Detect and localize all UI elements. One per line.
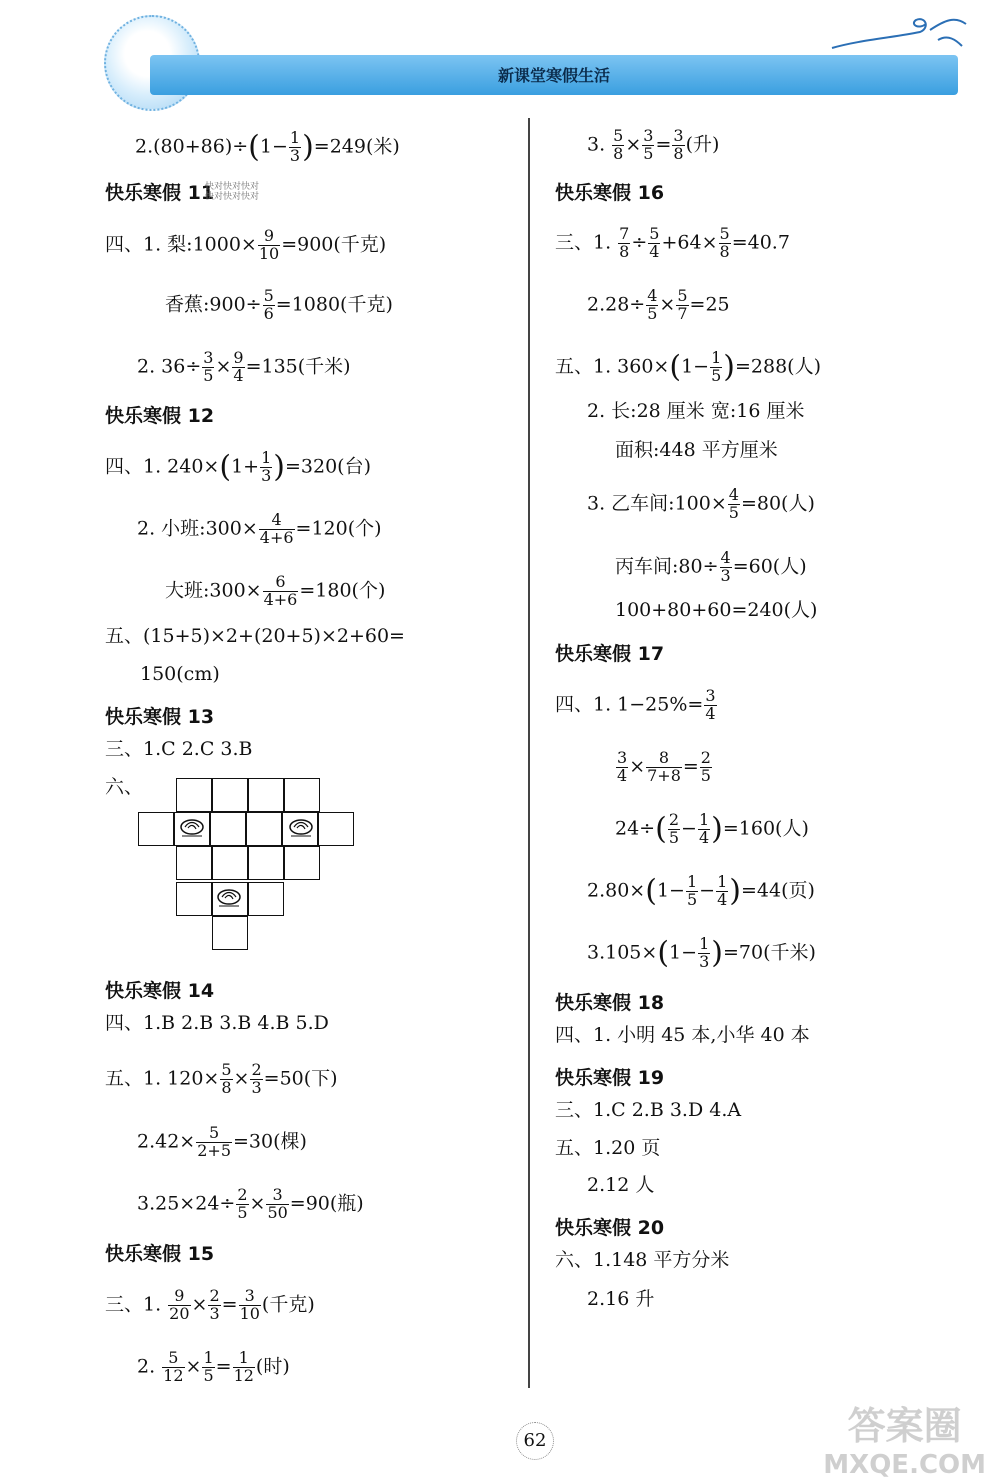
rose-icon (286, 816, 316, 840)
right-line-4: 五、1. 360×(1− $\frac{1}{5}$ )=288(人) (555, 348, 822, 385)
left-line-10: 三、1.C 2.C 3.B (105, 738, 253, 760)
grid-cell (248, 882, 284, 916)
column-divider (528, 118, 530, 1388)
right-line-7: 3. 乙车间:100× $\frac{4}{5}$ =80(人) (587, 485, 815, 522)
grid-cell (318, 812, 354, 846)
right-line-8: 丙车间:80÷ $\frac{4}{3}$ =60(人) (615, 548, 807, 585)
right-line-16: 三、1.C 2.B 3.D 4.A (555, 1099, 742, 1121)
header-bar (150, 55, 958, 95)
section-heading-15: 快乐寒假 15 (105, 1243, 215, 1265)
page-number: 62 (516, 1422, 554, 1460)
rose-icon (214, 886, 244, 910)
right-line-1: 3. $\frac{5}{8}$ × $\frac{3}{5}$ = $\frac{3}{8}$ (升) (587, 126, 720, 163)
left-line-5: 四、1. 240×(1+ $\frac{1}{3}$ )=320(台) (105, 448, 372, 485)
section-heading-19: 快乐寒假 19 (555, 1067, 665, 1089)
grid-cell (138, 812, 174, 846)
right-line-13: 2.80×(1− $\frac{1}{5}$ − $\frac{1}{4}$ )=44(页) (587, 872, 815, 909)
grid-cell (284, 846, 320, 880)
wave-decoration-icon (830, 10, 970, 55)
left-line-6: 2. 小班:300× $\frac{4}{4+6}$ =120(个) (137, 510, 382, 547)
grid-cell (212, 916, 248, 950)
grid-cell (248, 778, 284, 812)
right-line-11: $\frac{3}{4}$ × $\frac{8}{7+8}$ = $\frac{2}{5}$ (617, 748, 711, 785)
grid-cell (176, 882, 212, 916)
grid-cell (176, 846, 212, 880)
left-line-9: 150(cm) (140, 663, 220, 685)
watermark: 答案圈 MXQE.COM (823, 1404, 986, 1480)
left-line-4: 2. 36÷ $\frac{3}{5}$ × $\frac{9}{4}$ =135(千米) (137, 348, 351, 385)
left-line-14: 2.42× $\frac{5}{2+5}$ =30(棵) (137, 1123, 307, 1160)
section-heading-11: 快乐寒假 11 (105, 182, 215, 204)
grid-cell (212, 846, 248, 880)
right-line-15: 四、1. 小明 45 本,小华 40 本 (555, 1024, 810, 1046)
right-line-14: 3.105×(1− $\frac{1}{3}$ )=70(千米) (587, 934, 816, 971)
left-line-7: 大班:300× $\frac{6}{4+6}$ =180(个) (165, 572, 386, 609)
left-line-1: 2.(80+86)÷(1− $\frac{1}{3}$ )=249(米) (135, 128, 400, 165)
right-line-3: 2.28÷ $\frac{4}{5}$ × $\frac{5}{7}$ =25 (587, 286, 730, 323)
right-line-18: 2.12 人 (587, 1174, 655, 1196)
grid-cell (284, 778, 320, 812)
section-heading-12: 快乐寒假 12 (105, 405, 215, 427)
right-line-17: 五、1.20 页 (555, 1137, 661, 1159)
left-line-8: 五、(15+5)×2+(20+5)×2+60= (105, 625, 405, 647)
grid-cell (212, 778, 248, 812)
right-line-2: 三、1. $\frac{7}{8}$ ÷ $\frac{5}{4}$ +64× $\frac{5}{8}$ =40.7 (555, 224, 790, 261)
section-heading-14: 快乐寒假 14 (105, 980, 215, 1002)
left-line-11: 六、 (105, 776, 144, 798)
left-line-15: 3.25×24÷ $\frac{2}{5}$ × $\frac{3}{50}$ =90(瓶) (137, 1185, 364, 1222)
left-line-2: 四、1. 梨:1000× $\frac{9}{10}$ =900(千克) (105, 226, 387, 263)
section-heading-17: 快乐寒假 17 (555, 643, 665, 665)
rose-icon (177, 816, 207, 840)
left-line-17: 2. $\frac{5}{12}$ × $\frac{1}{5}$ = $\frac{1}{12}$ (时) (137, 1348, 290, 1385)
right-line-20: 2.16 升 (587, 1288, 655, 1310)
left-line-16: 三、1. $\frac{9}{20}$ × $\frac{2}{3}$ = $\frac{3}{10}$ (千克) (105, 1286, 315, 1323)
stamp-text: 快对快对快对 快对快对快对 (205, 182, 260, 202)
section-heading-16: 快乐寒假 16 (555, 182, 665, 204)
right-line-19: 六、1.148 平方分米 (555, 1249, 730, 1271)
section-heading-18: 快乐寒假 18 (555, 992, 665, 1014)
right-line-5: 2. 长:28 厘米 宽:16 厘米 (587, 400, 805, 422)
left-line-12: 四、1.B 2.B 3.B 4.B 5.D (105, 1012, 329, 1034)
grid-cell (176, 778, 212, 812)
grid-cell (248, 846, 284, 880)
right-line-9: 100+80+60=240(人) (615, 599, 818, 621)
right-line-10: 四、1. 1−25%= $\frac{3}{4}$ (555, 686, 716, 723)
header-title: 新课堂寒假生活 (497, 66, 610, 85)
left-line-13: 五、1. 120× $\frac{5}{8}$ × $\frac{2}{3}$ =50(下) (105, 1060, 338, 1097)
right-line-12: 24÷( $\frac{2}{5}$ − $\frac{1}{4}$ )=160(人) (615, 810, 809, 847)
section-heading-20: 快乐寒假 20 (555, 1217, 665, 1239)
grid-cell (210, 812, 246, 846)
grid-cell (246, 812, 282, 846)
right-line-6: 面积:448 平方厘米 (615, 439, 778, 461)
left-line-3: 香蕉:900÷ $\frac{5}{6}$ =1080(千克) (165, 286, 393, 323)
section-heading-13: 快乐寒假 13 (105, 706, 215, 728)
